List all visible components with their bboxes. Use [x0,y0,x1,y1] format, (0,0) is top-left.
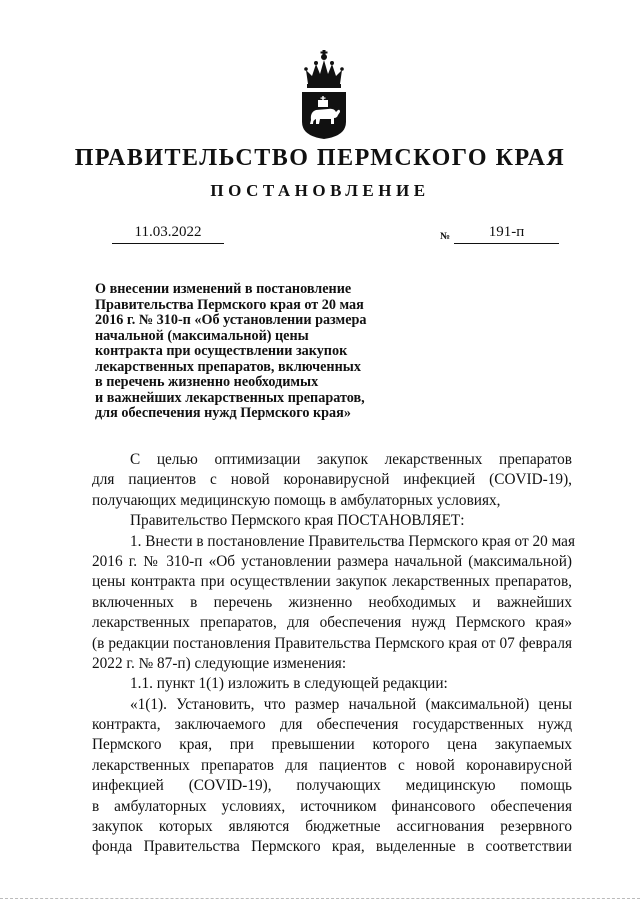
body-line: лекарственных препаратов для пациентов с новой коронавирусной [92,756,572,774]
body-line: 1.1. пункт 1(1) изложить в следующей редакции: [130,675,448,693]
subject-line: начальной (максимальной) цены [95,327,309,344]
subject-line: 2016 г. № 310-п «Об установлении размера [95,312,367,328]
body-line: «1(1). Установить, что размер начальной (максимальной) цены [130,695,572,713]
body-line: (в редакции постановления Правительства Пермского края от 07 февраля [92,634,572,652]
document-body [92,450,576,858]
subject-line: лекарственных препаратов, включенных [95,358,361,375]
body-line: Правительство Пермского края ПОСТАНОВЛЯЕТ: [130,512,465,530]
body-line: контракта, заключаемого для обеспечения государственных нужд [92,716,572,734]
body-line: в амбулаторных условиях, источником финансового обеспечения [92,797,572,815]
body-line: получающих медицинскую помощь в амбулаторных условиях, [92,491,501,509]
body-line: для пациентов с новой коронавирусной инфекцией (COVID-19), [92,471,572,489]
body-line: лекарственных препаратов, для обеспечения нужд Пермского края» [92,614,572,632]
subject-line: для обеспечения нужд Пермского края» [95,405,351,421]
body-line: 1. Внести в постановление Правительства Пермского края от 20 мая [130,532,576,550]
body-line: Пермского края, при превышении которого цена закупаемых [92,736,572,754]
body-line: включенных в перечень жизненно необходимых и важнейших [92,593,572,611]
perm-coat-of-arms-icon [298,48,350,140]
number-sign: № [440,231,451,242]
document-number: 191-п [454,224,559,244]
document-date: 11.03.2022 [112,224,224,244]
subject-line: О внесении изменений в постановление [95,281,352,297]
subject-line: контракта при осуществлении закупок [95,343,348,359]
document-subject [95,282,415,422]
body-line: фонда Правительства Пермского края, выделенные в соответствии [92,838,572,856]
subject-line: Правительства Пермского края от 20 мая [95,296,364,313]
body-line: закупок которых являются бюджетные ассигнования резервного [92,818,572,836]
page-bottom-edge [0,898,640,899]
body-line: цены контракта при осуществлении закупок лекарственных препаратов, [92,573,572,591]
document-type: ПОСТАНОВЛЕНИЕ [210,181,430,200]
body-line: С целью оптимизации закупок лекарственных препаратов [130,451,572,468]
subject-line: в перечень жизненно необходимых [95,374,319,390]
government-title: ПРАВИТЕЛЬСТВО ПЕРМСКОГО КРАЯ [74,145,566,171]
subject-line: и важнейших лекарственных препаратов, [95,389,365,406]
body-line: 2022 г. № 87-п) следующие изменения: [92,654,347,672]
body-line: 2016 г. № 310-п «Об установлении размера начальной (максимальной) [92,552,572,570]
body-line: инфекцией (COVID-19), получающих медицинскую помощь [92,777,572,795]
